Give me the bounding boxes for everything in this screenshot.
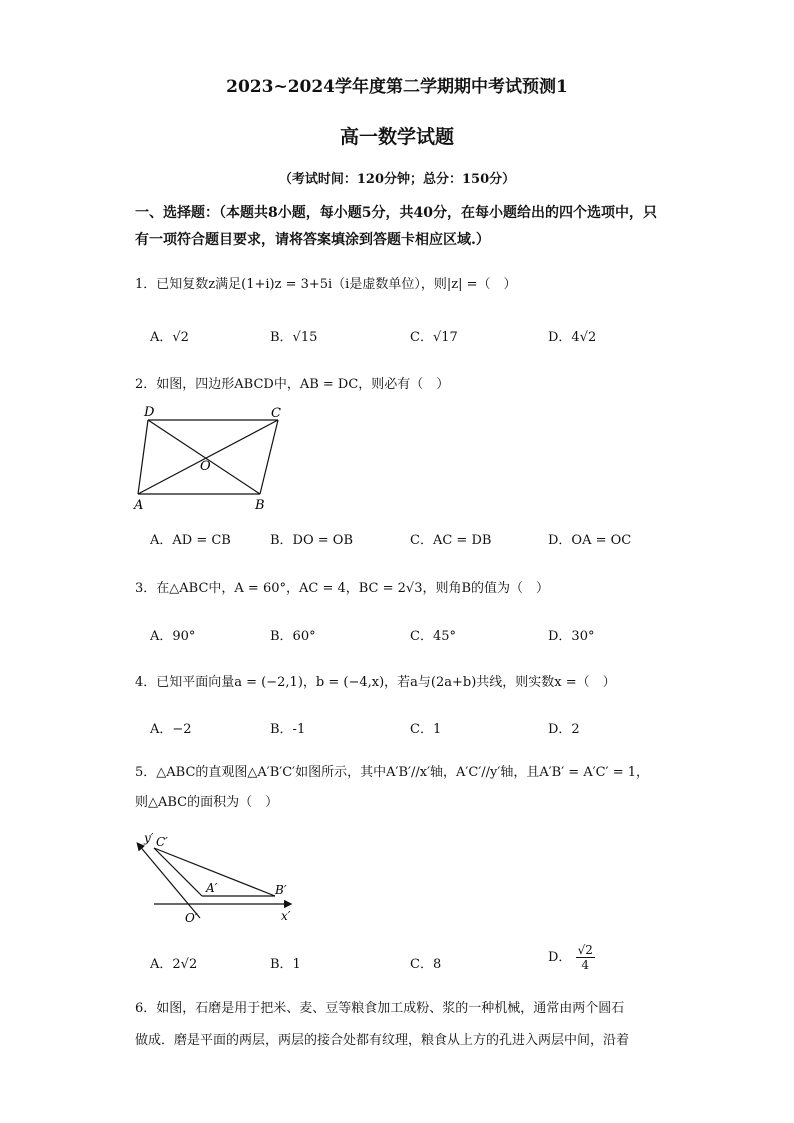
question-3-stem: 3．在△ABC中，A = 60°，AC = 4，BC = 2√3，则角B的值为（ ） [135,581,550,596]
q5-option-d [548,943,595,972]
q4-option-b: B．-1 [270,722,306,737]
q2-option-a: A．AD = CB [150,533,231,548]
q2-option-c: C．AC = DB [410,533,492,548]
parallelogram-figure [130,404,290,512]
exam-subject: 高一数学试题 [339,126,454,148]
q3-option-b: B．60° [270,629,316,644]
label-a: A [134,498,144,512]
q1-option-a: A．√2 [150,330,189,345]
question-6-line2: 做成．磨是平面的两层，两层的接合处都有纹理，粮食从上方的孔进入两层中间，沿着 [135,1033,630,1048]
label-c: C [271,406,281,421]
q5-option-b: B．1 [270,957,301,972]
section-heading: 一、选择题：（本题共8小题，每小题5分，共40分，在每小题给出的四个选项中，只有一项符合题目要求，请将答案填涂到答题卡相应区域.） [135,205,657,248]
q5-option-d-numerator: √2 [577,943,593,957]
q1-option-b: B．√15 [270,330,318,345]
q2-option-d: D．OA = OC [548,533,632,548]
label-b-prime: B′ [275,883,287,897]
q4-option-d: D．2 [548,722,580,737]
question-4-stem: 4．已知平面向量a = (−2,1)，b = (−4,x)，若a与(2a+b)共线，则实数x =（ ） [135,675,616,690]
edge-cb [260,420,278,494]
q5-option-d-fraction [576,943,595,972]
label-b: B [255,498,265,512]
diagonal-ac [138,420,278,494]
q5-option-a: A．2√2 [150,957,198,972]
question-6-line1: 6．如图，石磨是用于把米、麦、豆等粮食加工成粉、浆的一种机械，通常由两个圆石 [135,1001,625,1016]
label-o-prime: O′ [185,911,198,924]
q3-option-c: C．45° [410,629,456,644]
y-axis [138,844,200,918]
q5-option-d-denominator: 4 [581,958,590,972]
label-a-prime: A′ [206,881,218,895]
q5-option-c: C．8 [410,957,442,972]
label-y-prime: y′ [144,831,154,845]
exam-info: （考试时间：120分钟；总分：150分） [278,172,516,187]
q1-option-d: D．4√2 [548,330,597,345]
question-1-stem: 1．已知复数z满足(1+i)z = 3+5i（i是虚数单位），则|z| =（ ） [135,277,517,292]
q4-option-c: C．1 [410,722,442,737]
q3-option-a: A．90° [150,629,196,644]
question-2-stem: 2．如图，四边形ABCD中，AB = DC，则必有（ ） [135,377,450,392]
diagonal-db [148,420,260,494]
edge-da [138,420,148,494]
label-x-prime: x′ [281,909,291,923]
label-o: O [200,459,211,474]
label-d: D [144,405,155,420]
question-5-stem-line2: 则△ABC的面积为（ ） [135,795,279,810]
oblique-axes-figure [130,826,300,924]
label-c-prime: C′ [156,835,168,849]
q2-option-b: B．DO = OB [270,533,354,548]
q1-option-c: C．√17 [410,330,458,345]
q5-option-d-prefix: D． [548,950,572,965]
question-5-stem-line1: 5．△ABC的直观图△A′B′C′如图所示，其中A′B′//x′轴，A′C′//y′轴，且A′B′ = A′C′ = 1， [135,765,649,780]
q3-option-d: D．30° [548,629,595,644]
exam-title: 2023~2024学年度第二学期期中考试预测1 [226,77,568,97]
q4-option-a: A．−2 [150,722,192,737]
